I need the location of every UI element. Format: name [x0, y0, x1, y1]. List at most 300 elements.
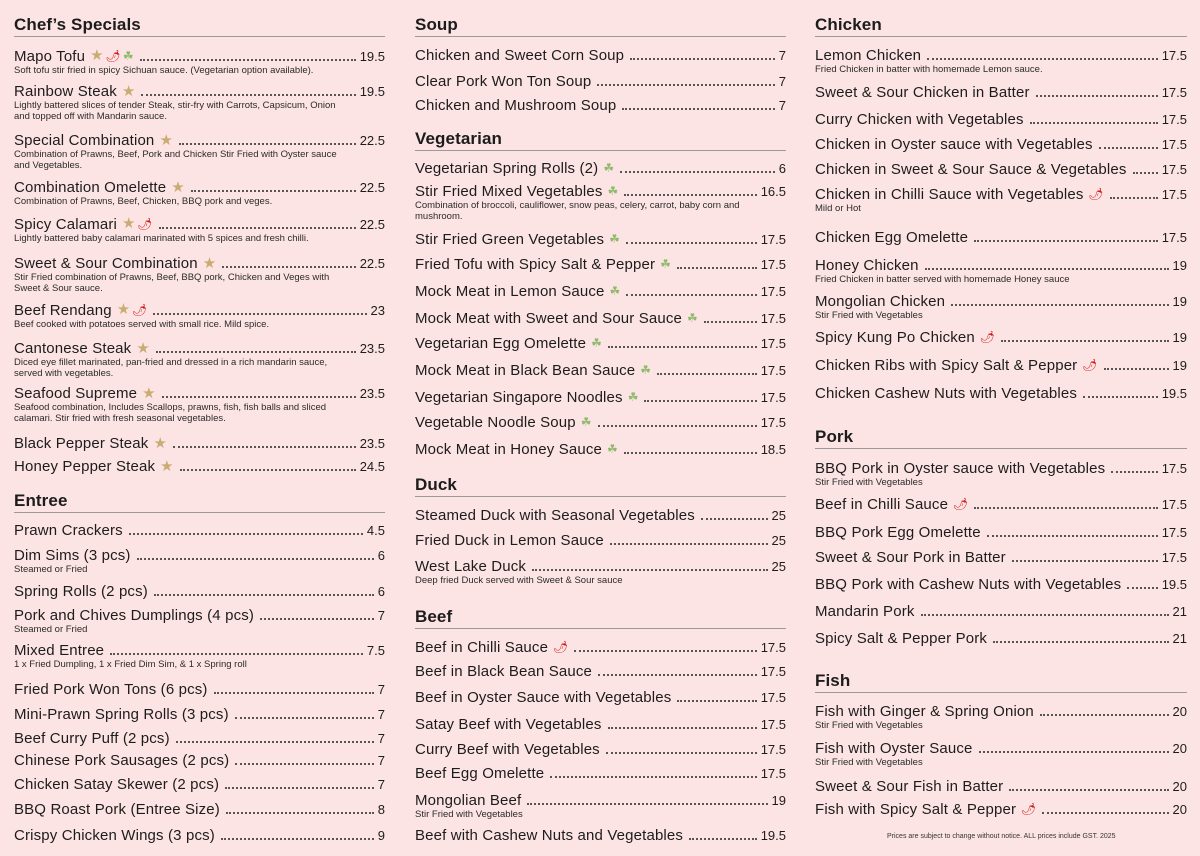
menu-item-row [415, 791, 786, 810]
menu-item-name: Clear Pork Won Ton Soup [415, 73, 592, 90]
menu-section [415, 605, 786, 629]
menu-item-name: Cantonese Steak [14, 340, 132, 357]
menu-item-name: Chicken Egg Omelette [815, 229, 969, 246]
menu-item-name: BBQ Pork Egg Omelette [815, 524, 981, 541]
menu-section [14, 13, 385, 37]
menu-item-row [415, 826, 786, 845]
menu-item-row [815, 160, 1187, 179]
menu-item [815, 135, 1187, 154]
menu-item-price: 7 [377, 682, 385, 697]
menu-item-price: 19 [1172, 358, 1187, 373]
menu-item-row [415, 159, 786, 178]
dot-leader [993, 641, 1169, 643]
dot-leader [260, 618, 374, 620]
dot-leader [191, 190, 356, 192]
menu-item-icons [120, 214, 153, 234]
dot-leader [1036, 95, 1158, 97]
menu-item [14, 729, 385, 748]
menu-item-price: 17.5 [760, 640, 786, 655]
menu-item-name: Mock Meat in Honey Sauce [415, 441, 603, 458]
vegetarian-icon: ☘ [122, 49, 134, 63]
menu-item-row [14, 254, 385, 273]
menu-item-icons [169, 178, 184, 197]
dot-leader [1030, 122, 1158, 124]
dot-leader [574, 650, 756, 652]
section-title: Beef [415, 605, 786, 629]
dot-leader [598, 674, 757, 676]
menu-item-row [815, 739, 1187, 758]
menu-item-name: BBQ Pork in Oyster sauce with Vegetables [815, 460, 1106, 477]
menu-item-name: Spicy Kung Po Chicken [815, 329, 975, 346]
menu-item-icons [685, 308, 698, 328]
menu-item-row [415, 740, 786, 759]
menu-item-row [815, 46, 1187, 65]
menu-item-name: Mandarin Pork [815, 603, 915, 620]
menu-item-description: Stir Fried with Vegetables [415, 809, 523, 820]
menu-item-name: Beef Egg Omelette [415, 765, 545, 782]
menu-item [815, 185, 1187, 214]
dot-leader [110, 653, 363, 655]
section-title: Pork [815, 425, 1187, 449]
menu-item [415, 688, 786, 707]
dot-leader [1133, 172, 1158, 174]
menu-item-description: Steamed or Fried [14, 564, 88, 575]
dot-leader [606, 752, 757, 754]
menu-item [815, 292, 1187, 321]
menu-item-price: 20 [1172, 802, 1187, 817]
menu-item [14, 47, 385, 76]
dot-leader [1009, 789, 1168, 791]
dot-leader [235, 717, 374, 719]
menu-item [815, 495, 1187, 514]
menu-item-price: 17.5 [760, 742, 786, 757]
vegetarian-icon: ☘ [609, 284, 621, 298]
menu-item-name: Chicken and Mushroom Soup [415, 97, 617, 114]
menu-item-row [14, 384, 385, 403]
menu-item-description: Mild or Hot [815, 203, 861, 214]
menu-item-price: 25 [771, 559, 786, 574]
menu-item-name: Beef in Chilli Sauce [415, 639, 549, 656]
dot-leader [162, 396, 356, 398]
menu-item-price: 22.5 [359, 133, 385, 148]
menu-item-icons [140, 384, 155, 403]
menu-item [815, 110, 1187, 129]
menu-item-icons [951, 494, 968, 514]
menu-item-row [14, 47, 385, 66]
menu-item-row [415, 764, 786, 783]
menu-item-name: Mock Meat in Lemon Sauce [415, 283, 605, 300]
menu-item [415, 388, 786, 407]
menu-item-description: Steamed or Fried [14, 624, 88, 635]
menu-item [815, 800, 1187, 819]
menu-item-name: Chicken in Chilli Sauce with Vegetables [815, 186, 1084, 203]
dot-leader [532, 569, 767, 571]
menu-item-description: Stir Fried with Vegetables [815, 757, 923, 768]
menu-item-row [415, 230, 786, 249]
menu-item [815, 46, 1187, 75]
menu-item-name: Pork and Chives Dumplings (4 pcs) [14, 607, 255, 624]
menu-item-name: Mixed Entree [14, 642, 105, 659]
menu-item-name: Mapo Tofu [14, 48, 86, 65]
menu-item-price: 23.5 [359, 436, 385, 451]
menu-item-description: Stir Fried with Vegetables [815, 310, 923, 321]
menu-section [815, 425, 1187, 449]
menu-item-row [14, 339, 385, 358]
menu-item-row [14, 82, 385, 101]
menu-item-row [815, 800, 1187, 819]
menu-item-name: Seafood Supreme [14, 385, 138, 402]
menu-item-icons [1080, 355, 1097, 375]
menu-item-row [14, 131, 385, 150]
menu-section [14, 489, 385, 513]
section-title: Soup [415, 13, 786, 37]
menu-item [415, 282, 786, 301]
menu-item [815, 228, 1187, 247]
menu-item-name: Beef in Chilli Sauce [815, 496, 949, 513]
menu-item-name: Chicken Cashew Nuts with Vegetables [815, 385, 1078, 402]
menu-item [815, 739, 1187, 768]
menu-item-price: 17.5 [760, 690, 786, 705]
menu-item-row [14, 680, 385, 699]
menu-item [14, 751, 385, 770]
vegetarian-icon: ☘ [660, 257, 671, 271]
menu-item-description: Fried Chicken in batter served with homemade Honey sauce [815, 274, 1070, 285]
menu-item-price: 19 [1172, 330, 1187, 345]
dot-leader [154, 594, 374, 596]
menu-section [815, 669, 1187, 693]
menu-item-price: 23.5 [359, 386, 385, 401]
menu-item-price: 25 [771, 533, 786, 548]
dot-leader [221, 838, 374, 840]
menu-item-price: 17.5 [760, 363, 786, 378]
menu-item-price: 20 [1172, 704, 1187, 719]
vegetarian-icon: ☘ [607, 184, 619, 198]
menu-item-description: Seafood combination, Includes Scallops, prawns, fish, fish balls and sliced calamari. Stir fried with fresh seasonal vegetables. [14, 402, 327, 424]
menu-item-row [14, 606, 385, 625]
dot-leader [137, 558, 374, 560]
chili-icon: 🌶︎ [553, 640, 569, 654]
menu-item [415, 826, 786, 845]
menu-item [14, 339, 385, 379]
menu-item [14, 800, 385, 819]
vegetarian-icon: ☘ [640, 363, 652, 377]
menu-item-name: Beef Curry Puff (2 pcs) [14, 730, 170, 747]
menu-item-description: Fried Chicken in batter with homemade Lemon sauce. [815, 64, 1043, 75]
menu-item-price: 17.5 [1161, 461, 1187, 476]
menu-item-row [415, 557, 786, 576]
menu-item-description: Combination of Prawns, Beef, Chicken, BBQ pork and veges. [14, 196, 273, 207]
menu-item-row [14, 521, 385, 540]
menu-item [14, 434, 385, 453]
menu-item-name: Mock Meat in Black Bean Sauce [415, 362, 636, 379]
menu-item-icons [88, 46, 133, 66]
menu-item [415, 46, 786, 65]
star-icon: ★ [116, 301, 131, 318]
section-title: Duck [415, 473, 786, 497]
menu-item-price: 17.5 [1161, 497, 1187, 512]
menu-item-price: 19.5 [359, 49, 385, 64]
vegetarian-icon: ☘ [607, 442, 618, 456]
menu-item-icons [589, 333, 602, 353]
dot-leader [979, 751, 1169, 753]
menu-item [415, 791, 786, 820]
vegetarian-icon: ☘ [609, 232, 620, 246]
menu-item [14, 641, 385, 670]
menu-item-price: 17.5 [1161, 137, 1187, 152]
menu-item-price: 17.5 [1161, 85, 1187, 100]
menu-item [415, 662, 786, 681]
section-title: Vegetarian [415, 127, 786, 151]
menu-item-price: 17.5 [760, 336, 786, 351]
menu-item [415, 531, 786, 550]
menu-item-price: 7.5 [366, 643, 385, 658]
menu-item-name: Fried Duck in Lemon Sauce [415, 532, 604, 549]
menu-item-price: 17.5 [760, 664, 786, 679]
menu-item-price: 17.5 [760, 311, 786, 326]
menu-item-row [815, 228, 1187, 247]
menu-item-row [815, 629, 1187, 648]
menu-item-name: Chicken Ribs with Spicy Salt & Pepper [815, 357, 1078, 374]
star-icon: ★ [160, 458, 174, 475]
menu-item [415, 182, 786, 222]
menu-item-name: Spring Rolls (2 pcs) [14, 583, 148, 600]
menu-item-price: 17.5 [1161, 187, 1187, 202]
menu-item-name: West Lake Duck [415, 558, 527, 575]
menu-item [14, 301, 385, 330]
menu-item-price: 9 [377, 828, 385, 843]
menu-item-price: 7 [377, 753, 385, 768]
menu-item-row [815, 548, 1187, 567]
menu-item-row [14, 705, 385, 724]
menu-item-icons [579, 412, 592, 432]
menu-section [415, 473, 786, 497]
menu-item-name: Honey Chicken [815, 257, 919, 274]
menu-item [815, 702, 1187, 731]
dot-leader [704, 321, 757, 323]
dot-leader [620, 171, 775, 173]
menu-item-description: Combination of broccoli, cauliflower, snow peas, celery, carrot, baby corn and mushroom. [415, 200, 740, 222]
menu-item-name: Satay Beef with Vegetables [415, 716, 602, 733]
menu-item-name: Fried Tofu with Spicy Salt & Pepper [415, 256, 656, 273]
menu-item-name: Fish with Ginger & Spring Onion [815, 703, 1034, 720]
menu-item-name: Mini-Prawn Spring Rolls (3 pcs) [14, 706, 229, 723]
dot-leader [550, 776, 756, 778]
menu-item [415, 72, 786, 91]
section-title: Chicken [815, 13, 1187, 37]
menu-item-price: 22.5 [359, 256, 385, 271]
dot-leader [677, 700, 756, 702]
menu-item-row [415, 506, 786, 525]
dot-leader [927, 58, 1158, 60]
menu-item-name: Vegetarian Singapore Noodles [415, 389, 623, 406]
menu-item [815, 328, 1187, 347]
menu-item-description: Combination of Prawns, Beef, Pork and Chicken Stir Fried with Oyster sauce and Vegetables. [14, 149, 337, 171]
menu-item [415, 440, 786, 459]
dot-leader [677, 267, 757, 269]
menu-item-name: Spicy Salt & Pepper Pork [815, 630, 988, 647]
dot-leader [222, 266, 356, 268]
menu-item [14, 131, 385, 171]
menu-item [415, 334, 786, 353]
menu-item-name: Chicken and Sweet Corn Soup [415, 47, 625, 64]
menu-item [415, 96, 786, 115]
menu-item-price: 16.5 [760, 184, 786, 199]
star-icon: ★ [202, 255, 217, 272]
menu-item-price: 17.5 [760, 390, 786, 405]
menu-item-row [815, 185, 1187, 204]
menu-item-row [415, 72, 786, 91]
menu-item-name: Dim Sims (3 pcs) [14, 547, 131, 564]
menu-item-row [415, 388, 786, 407]
chili-icon: 🌶︎ [1021, 802, 1037, 816]
menu-item [415, 740, 786, 759]
menu-item-row [815, 777, 1187, 796]
menu-item [14, 705, 385, 724]
star-icon: ★ [136, 340, 150, 357]
vegetarian-icon: ☘ [580, 415, 592, 429]
menu-item-description: Diced eye fillet marinated, pan-fried and dressed in a rich mandarin sauce, served with vegetables. [14, 357, 328, 379]
menu-item-price: 24.5 [359, 459, 385, 474]
menu-item-row [415, 440, 786, 459]
chili-icon: 🌶︎ [105, 49, 121, 63]
menu-item [14, 826, 385, 845]
menu-item [415, 557, 786, 586]
menu-item-row [415, 413, 786, 432]
menu-item-price: 6 [778, 161, 786, 176]
chili-icon: 🌶︎ [1088, 187, 1104, 201]
menu-item-icons [120, 82, 135, 101]
dot-leader [1042, 812, 1168, 814]
menu-item-icons [605, 439, 618, 459]
menu-item-name: Fried Pork Won Tons (6 pcs) [14, 681, 208, 698]
vegetarian-icon: ☘ [627, 390, 639, 404]
menu-item-row [14, 582, 385, 601]
menu-item-price: 21 [1172, 631, 1187, 646]
menu-item-description: Lightly battered baby calamari marinated with 5 spices and fresh chilli. [14, 233, 309, 244]
dot-leader [608, 346, 757, 348]
menu-item-row [14, 546, 385, 565]
dot-leader [974, 507, 1157, 509]
vegetarian-icon: ☘ [603, 161, 615, 175]
menu-item [14, 254, 385, 294]
menu-item-row [815, 384, 1187, 403]
menu-item-row [415, 46, 786, 65]
menu-item-icons [608, 281, 621, 301]
dot-leader [176, 741, 374, 743]
dot-leader [624, 194, 756, 196]
menu-item-price: 19.5 [359, 84, 385, 99]
menu-item-row [415, 662, 786, 681]
menu-item-price: 7 [778, 98, 786, 113]
menu-item-row [815, 523, 1187, 542]
menu-item-name: Chicken Satay Skewer (2 pcs) [14, 776, 220, 793]
menu-item-price: 6 [377, 584, 385, 599]
menu-item-name: Sweet & Sour Chicken in Batter [815, 84, 1030, 101]
menu-item-description: Stir Fried with Vegetables [815, 477, 923, 488]
dot-leader [527, 803, 767, 805]
dot-leader [624, 452, 757, 454]
menu-item-price: 17.5 [1161, 550, 1187, 565]
menu-item [815, 548, 1187, 567]
menu-item-name: Beef in Black Bean Sauce [415, 663, 593, 680]
chili-icon: 🌶︎ [137, 217, 153, 231]
menu-item-price: 17.5 [760, 257, 786, 272]
menu-item [14, 384, 385, 424]
menu-item-price: 23 [370, 303, 385, 318]
menu-item-row [14, 800, 385, 819]
menu-item [815, 523, 1187, 542]
dot-leader [141, 94, 355, 96]
menu-item-name: Beef in Oyster Sauce with Vegetables [415, 689, 672, 706]
menu-item-price: 20 [1172, 741, 1187, 756]
menu-item-name: Stir Fried Green Vegetables [415, 231, 605, 248]
menu-item [815, 459, 1187, 488]
menu-item-icons [658, 254, 671, 274]
menu-item [815, 575, 1187, 594]
menu-item-price: 17.5 [760, 232, 786, 247]
menu-item-row [415, 361, 786, 380]
menu-item [14, 215, 385, 244]
menu-item [815, 384, 1187, 403]
menu-item-icons [151, 434, 166, 453]
menu-item [815, 356, 1187, 375]
menu-item-name: Black Pepper Steak [14, 435, 149, 452]
menu-item-name: Steamed Duck with Seasonal Vegetables [415, 507, 695, 524]
section-title: Chef’s Specials [14, 13, 385, 37]
menu-item-price: 17.5 [760, 717, 786, 732]
menu-item [815, 629, 1187, 648]
menu-item [415, 309, 786, 328]
dot-leader [1012, 560, 1158, 562]
dot-leader [608, 727, 757, 729]
menu-item-name: Mock Meat with Sweet and Sour Sauce [415, 310, 683, 327]
menu-item [415, 413, 786, 432]
star-icon: ★ [121, 83, 136, 100]
menu-item [14, 582, 385, 601]
menu-item-name: Prawn Crackers [14, 522, 123, 539]
menu-item-name: Vegetable Noodle Soup [415, 414, 576, 431]
dot-leader [626, 242, 757, 244]
menu-item-icons [158, 457, 173, 476]
menu-item [14, 680, 385, 699]
dot-leader [129, 533, 363, 535]
dot-leader [1099, 147, 1158, 149]
dot-leader [180, 469, 356, 471]
menu-item-row [415, 309, 786, 328]
menu-item-name: Curry Chicken with Vegetables [815, 111, 1024, 128]
menu-item-name: Special Combination [14, 132, 155, 149]
menu-item-description: Beef cooked with potatoes served with small rice. Mild spice. [14, 319, 270, 330]
menu-item-row [815, 459, 1187, 478]
dot-leader [610, 543, 768, 545]
dot-leader [1083, 396, 1158, 398]
dot-leader [1127, 587, 1157, 589]
menu-item-price: 20 [1172, 779, 1187, 794]
dot-leader [701, 518, 768, 520]
menu-item-row [14, 751, 385, 770]
menu-item-name: Mongolian Beef [415, 792, 522, 809]
vegetarian-icon: ☘ [687, 311, 698, 325]
menu-item-icons [601, 158, 614, 178]
menu-item-name: BBQ Pork with Cashew Nuts with Vegetables [815, 576, 1122, 593]
menu-item-price: 17.5 [1161, 112, 1187, 127]
dot-leader [921, 614, 1169, 616]
chili-icon: 🌶︎ [132, 303, 148, 317]
menu-item-row [815, 602, 1187, 621]
menu-item-name: Curry Beef with Vegetables [415, 741, 600, 758]
menu-item [14, 178, 385, 207]
dot-leader [622, 108, 774, 110]
